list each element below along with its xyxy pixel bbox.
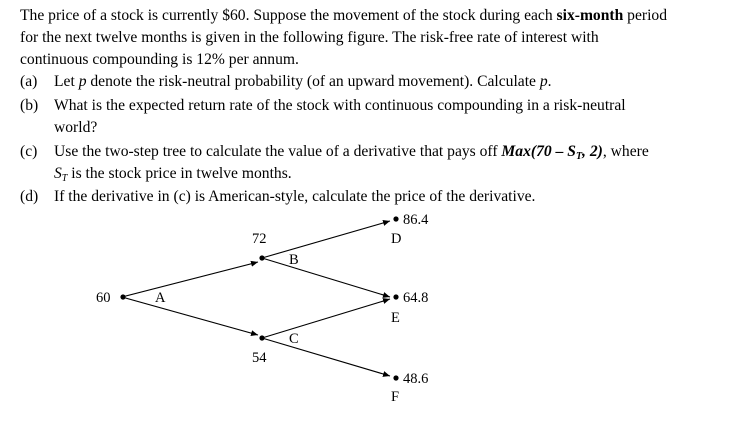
edge-b-d [262,221,390,258]
node-e-dot [393,294,398,299]
edge-c-e [262,299,390,338]
node-c-letter: C [289,331,299,347]
node-a-dot [120,294,125,299]
part-b-label: (b) [20,97,39,114]
part-c-text-b: , where [602,143,649,160]
node-e-letter: E [391,310,400,326]
edge-a-c [122,297,258,335]
intro-line-2: for the next twelve months is given in the following figure. The risk-free rate of interest with [20,29,599,46]
node-a-letter: A [155,290,166,306]
part-c-label: (c) [20,143,38,160]
node-e-price: 64.8 [403,290,429,306]
edge-a-b [122,262,258,297]
intro-line-3: continuous compounding is 12% per annum. [20,51,299,68]
node-c-dot [259,335,264,340]
part-c-text-a: Use the two-step tree to calculate the value of a derivative that pays off [54,143,502,160]
node-c-price: 54 [252,350,267,366]
node-f-letter: F [391,389,400,405]
part-a-text: Let p denote the risk-neutral probability (of an upward movement). Calculate p. [54,73,552,90]
part-b-line-2: world? [54,119,98,136]
intro-line-1-bold: six-month [556,7,624,24]
node-b-price: 72 [252,231,267,247]
part-c-st-sub: T [61,173,68,184]
part-c-payoff-a: Max(70 – S [501,143,576,160]
intro-line-1-text-a: The price of a stock is currently $60. Suppose the movement of the stock during each [20,7,557,24]
part-a-var-p2: p [539,73,548,90]
node-f-price: 48.6 [403,371,429,387]
node-d-letter: D [391,231,402,247]
node-b-letter: B [289,252,299,268]
part-c-text-c: is the stock price in twelve months. [67,165,292,182]
part-b-line-1: What is the expected return rate of the stock with continuous compounding in a risk-neutral [54,97,626,114]
node-d-dot [393,216,398,221]
node-f-dot [393,375,398,380]
part-a-var-p: p [78,73,87,90]
part-c-payoff-sub: T [575,151,583,162]
part-c-payoff-b: , 2) [582,143,603,160]
edge-b-e [262,258,390,297]
node-d-price: 86.4 [403,212,429,228]
intro-line-1-text-b: period [623,7,668,24]
node-a-price: 60 [96,290,111,306]
part-d-text: If the derivative in (c) is American-style, calculate the price of the derivative. [54,188,536,205]
node-b-dot [259,255,264,260]
part-a-label: (a) [20,73,38,90]
part-d-label: (d) [20,188,39,205]
edge-c-f [262,338,390,376]
part-c-st: S [54,165,62,182]
